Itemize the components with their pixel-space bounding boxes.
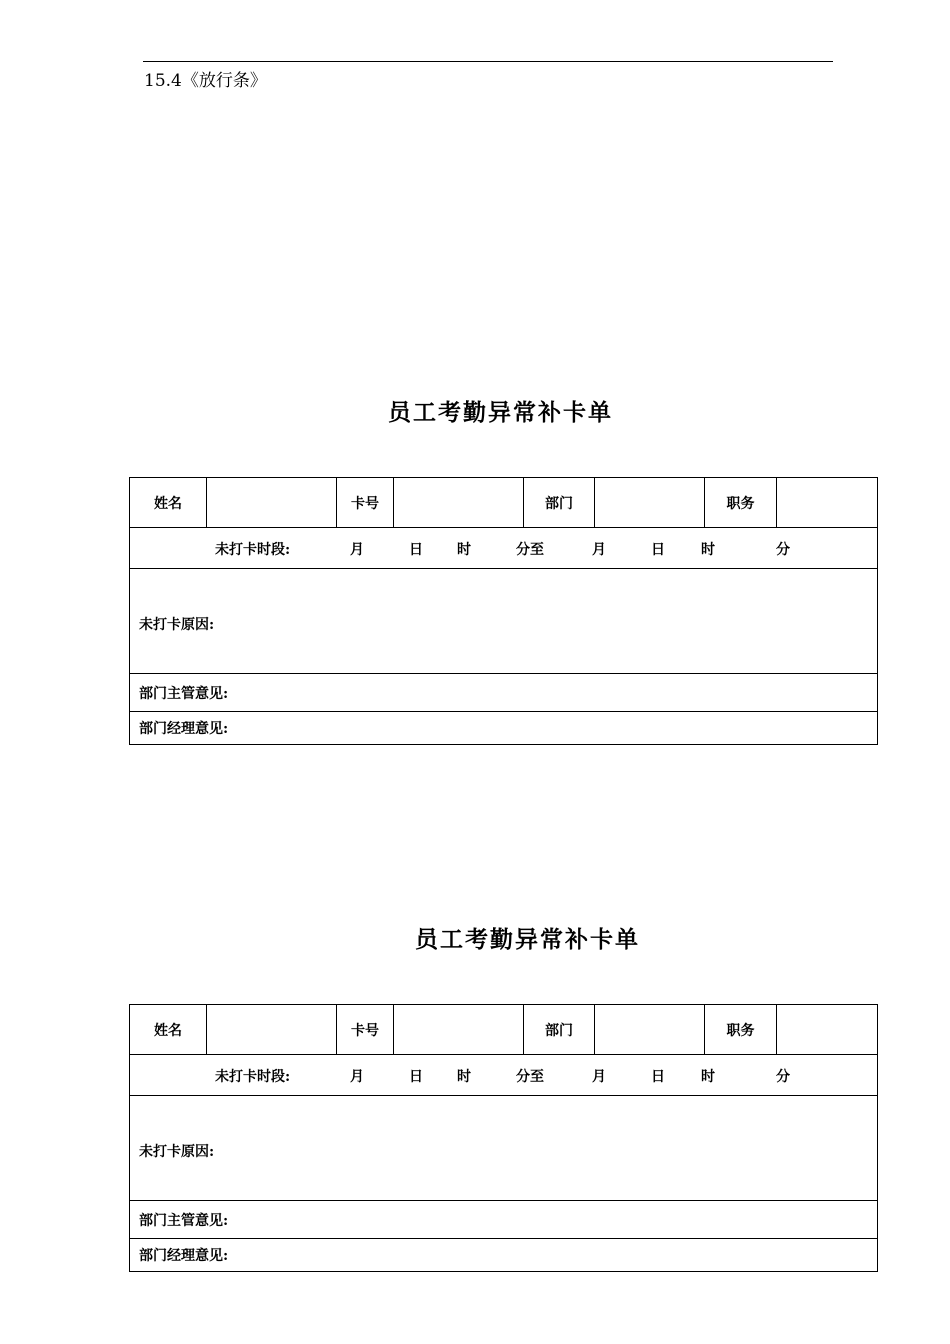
period-label: 未打卡时段: bbox=[215, 1069, 291, 1085]
manager-opinion-row bbox=[130, 712, 878, 745]
reason-label: 未打卡原因: bbox=[139, 616, 215, 633]
reason-field[interactable] bbox=[130, 569, 878, 674]
start-day-label: 日 bbox=[409, 542, 423, 558]
period-label: 未打卡时段: bbox=[215, 542, 291, 558]
department-label: 部门 bbox=[524, 1005, 595, 1055]
end-hour-label: 时 bbox=[701, 1069, 715, 1085]
header-rule bbox=[143, 61, 833, 62]
reason-row bbox=[130, 569, 878, 674]
end-minute-label: 分 bbox=[776, 1069, 790, 1085]
start-hour-label: 时 bbox=[457, 1069, 471, 1085]
end-month-label: 月 bbox=[592, 1069, 606, 1085]
position-field[interactable] bbox=[777, 1005, 878, 1055]
info-row bbox=[130, 478, 878, 528]
name-field[interactable] bbox=[207, 1005, 337, 1055]
manager-opinion-label: 部门经理意见: bbox=[139, 1248, 229, 1264]
attendance-form-table bbox=[129, 1004, 878, 1272]
manager-opinion-field[interactable] bbox=[130, 712, 878, 745]
supervisor-opinion-label: 部门主管意见: bbox=[139, 1212, 229, 1229]
department-field[interactable] bbox=[595, 1005, 705, 1055]
start-month-label: 月 bbox=[350, 1069, 364, 1085]
start-hour-label: 时 bbox=[457, 542, 471, 558]
position-label: 职务 bbox=[705, 478, 777, 528]
manager-opinion-row bbox=[130, 1239, 878, 1272]
reason-row bbox=[130, 1096, 878, 1201]
supervisor-opinion-label: 部门主管意见: bbox=[139, 685, 229, 702]
name-label: 姓名 bbox=[130, 478, 207, 528]
card-no-field[interactable] bbox=[394, 478, 524, 528]
period-row bbox=[130, 1055, 878, 1096]
card-no-field[interactable] bbox=[394, 1005, 524, 1055]
supervisor-opinion-row bbox=[130, 674, 878, 712]
position-field[interactable] bbox=[777, 478, 878, 528]
section-label: 15.4《放行条》 bbox=[144, 71, 267, 91]
start-month-label: 月 bbox=[350, 542, 364, 558]
period-field[interactable] bbox=[130, 1055, 878, 1096]
form-title: 员工考勤异常补卡单 bbox=[388, 399, 613, 426]
card-no-label: 卡号 bbox=[337, 1005, 394, 1055]
end-month-label: 月 bbox=[592, 542, 606, 558]
period-row bbox=[130, 528, 878, 569]
supervisor-opinion-field[interactable] bbox=[130, 674, 878, 712]
name-field[interactable] bbox=[207, 478, 337, 528]
period-field[interactable] bbox=[130, 528, 878, 569]
position-label: 职务 bbox=[705, 1005, 777, 1055]
end-day-label: 日 bbox=[651, 542, 665, 558]
supervisor-opinion-row bbox=[130, 1201, 878, 1239]
supervisor-opinion-field[interactable] bbox=[130, 1201, 878, 1239]
end-hour-label: 时 bbox=[701, 542, 715, 558]
manager-opinion-label: 部门经理意见: bbox=[139, 721, 229, 737]
end-day-label: 日 bbox=[651, 1069, 665, 1085]
start-minute-to-label: 分至 bbox=[516, 542, 544, 558]
card-no-label: 卡号 bbox=[337, 478, 394, 528]
start-minute-to-label: 分至 bbox=[516, 1069, 544, 1085]
manager-opinion-field[interactable] bbox=[130, 1239, 878, 1272]
name-label: 姓名 bbox=[130, 1005, 207, 1055]
attendance-form-table bbox=[129, 477, 878, 745]
reason-label: 未打卡原因: bbox=[139, 1143, 215, 1160]
end-minute-label: 分 bbox=[776, 542, 790, 558]
form-title: 员工考勤异常补卡单 bbox=[415, 926, 640, 953]
department-field[interactable] bbox=[595, 478, 705, 528]
info-row bbox=[130, 1005, 878, 1055]
reason-field[interactable] bbox=[130, 1096, 878, 1201]
start-day-label: 日 bbox=[409, 1069, 423, 1085]
department-label: 部门 bbox=[524, 478, 595, 528]
